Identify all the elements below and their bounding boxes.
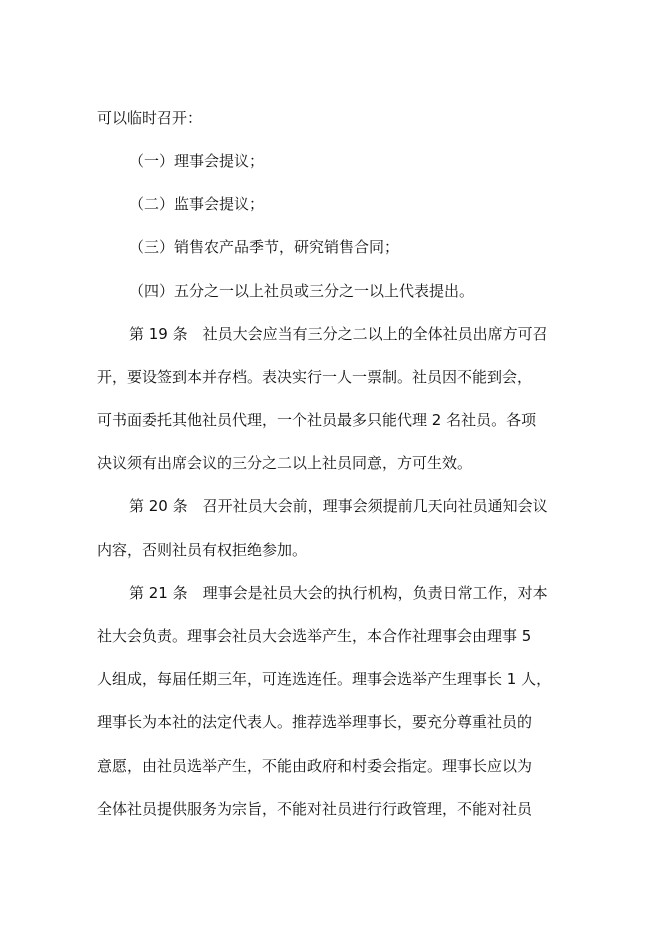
text-line: 可书面委托其他社员代理，一个社员最多只能代理 2 名社员。各项 [97,411,537,429]
text-line: 意愿，由社员选举产生，不能由政府和村委会指定。理事长应以为 [97,757,533,775]
text-line: 决议须有出席会议的三分之二以上社员同意，方可生效。 [97,454,473,472]
text-line: 社大会负责。理事会社员大会选举产生，本合作社理事会由理事 5 [97,627,532,645]
list-item: （三）销售农产品季节，研究销售合同； [129,238,400,256]
list-item: （四）五分之一以上社员或三分之一以上代表提出。 [129,282,475,300]
text-line: 可以临时召开： [97,109,203,127]
list-item: （二）监事会提议； [129,195,265,213]
article-19-line: 第 19 条 社员大会应当有三分之二以上的全体社员出席方可召 [129,325,548,343]
article-20-line: 第 20 条 召开社员大会前，理事会须提前几天向社员通知会议 [129,497,548,515]
list-item: （一）理事会提议； [129,152,265,170]
text-line: 理事长为本社的法定代表人。推荐选举理事长，要充分尊重社员的 [97,713,533,731]
text-line: 全体社员提供服务为宗旨，不能对社员进行行政管理，不能对社员 [97,800,533,818]
article-21-line: 第 21 条 理事会是社员大会的执行机构，负责日常工作，对本 [129,584,548,602]
text-line: 开，要设签到本并存档。表决实行一人一票制。社员因不能到会， [97,368,533,386]
text-line: 人组成，每届任期三年，可连选连任。理事会选举产生理事长 1 人， [97,670,552,688]
text-line: 内容，否则社员有权拒绝参加。 [97,541,308,559]
